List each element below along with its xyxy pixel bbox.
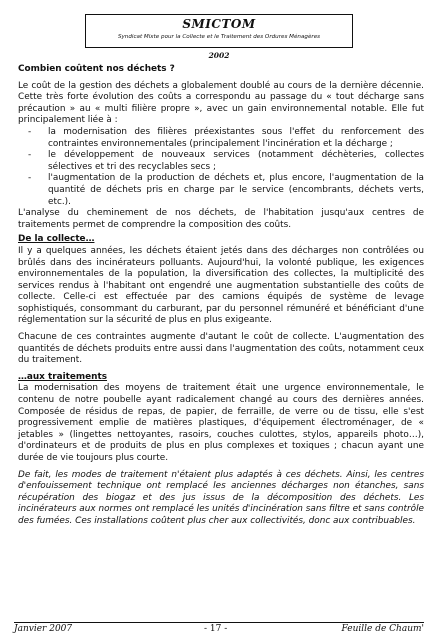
section-heading-treatment: …aux traitements — [18, 371, 108, 382]
section-heading-costs: Combien coûtent nos déchets ? — [18, 64, 175, 74]
paragraph: De fait, les modes de traitement n'étaient plus adaptés à ces déchets. Ainsi, les centres d'enfouissement technique ont remplacé les anciennes décharges non étanches, sans récupération des biogaz et des jus issus de la décomposition des déchets. Les incinérateurs aux normes ont remplacé les unités d'incinération sans filtre et sans contrôle des fumées. Ces installations coûtent plus cher aux collectivités, donc aux contribuables. — [18, 469, 424, 526]
footer-publication: Feuille de Chaum' — [341, 624, 424, 634]
bullet-dash: - — [28, 173, 32, 184]
paragraph: Chacune de ces contraintes augmente d'autant le coût de collecte. L'augmentation des quantités de déchets produits entre aussi dans l'augmentation des coûts, notamment ceux du traitement. — [18, 332, 424, 366]
paragraph: Le coût de la gestion des déchets a globalement doublé au cours de la dernière décennie. Cette très forte évolution des coûts a correspondu au passage du « tout décharge sans précaution » au « multi filière propre », avec un gain environnemental notable. Elle fut principalement liée à : — [18, 80, 424, 126]
list-item-text: le développement de nouveaux services (notamment déchèteries, collectes sélectives et tri des recyclables secs ; — [48, 150, 424, 172]
list-item-text: la modernisation des filières préexistantes sous l'effet du renforcement des contraintes environnementales (principalement l'incinération et la décharge ; — [48, 126, 424, 149]
list-item — [18, 173, 424, 208]
bullet-dash: - — [28, 150, 32, 161]
paragraph: La modernisation des moyens de traitement était une urgence environnementale, le contenu de notre poubelle ayant radicalement changé au cours des dernières années. Composée de résidus de repas, de papier, de ferraille, de verre ou de tissu, elle s'est progressivement emplie de matières plastiques, d'équipement électroménager, de « jetables » (lingettes nettoyantes, rasoirs, couches culottes, stylos, appareils photo…), d'ordinateurs et de produits de plus en plus complexes et toxiques ; chacun ayant une durée de vie toujours plus courte. — [18, 383, 424, 463]
header-subtitle: Syndicat Mixte pour la Collecte et le Traitement des Ordures Ménagères — [117, 34, 321, 40]
section-heading-collection: De la collecte… — [18, 234, 95, 245]
list-item — [18, 150, 424, 173]
bullet-list — [18, 127, 424, 208]
paragraph: L'analyse du cheminement de nos déchets, de l'habitation jusqu'aux centres de traitements permet de comprendre la composition des coûts. — [18, 208, 424, 230]
header-title: SMICTOM — [182, 17, 256, 31]
list-item-text: l'augmentation de la production de déchets et, plus encore, l'augmentation de la quantité de déchets pris en charge par le service (encombrants, déchets verts, etc.). — [48, 173, 424, 207]
list-item — [18, 127, 424, 150]
year-label: 2002 — [208, 51, 230, 60]
article-body — [18, 64, 424, 528]
paragraph: Il y a quelques années, les déchets étaient jetés dans des décharges non contrôlées ou brûlés dans des incinérateurs polluants. Aujourd'hui, la volonté publique, les exigences environnementales de la population, la diversification des collectes, la multiplicité des services rendus à l'habitant ont engendré une augmentation substantielle des coûts de collecte. Celle-ci est effectuée par des camions équipés de système de levage sophistiqués, consommant du carburant, par du personnel rémunéré et bénéficiant d'une réglementation sur la sécurité de plus en plus exigeante. — [18, 245, 424, 326]
header-box — [85, 14, 353, 48]
page-footer — [14, 622, 424, 637]
footer-date: Janvier 2007 — [14, 624, 73, 634]
bullet-dash: - — [28, 126, 32, 137]
page-number: - 17 - — [204, 624, 228, 634]
